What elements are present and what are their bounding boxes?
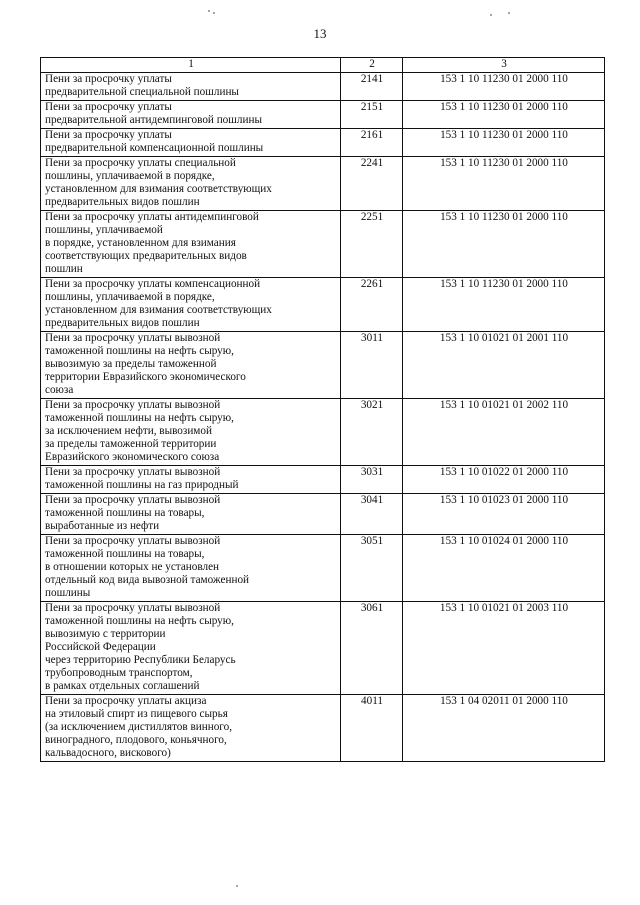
payment-code: 3011 — [341, 332, 403, 399]
budget-classification-code: 153 1 10 01021 01 2002 110 — [403, 399, 605, 466]
payment-code: 2251 — [341, 211, 403, 278]
payment-codes-table — [40, 57, 605, 762]
payment-name: Пени за просрочку уплаты антидемпинговой пошлины, уплачиваемой в порядке, установленном для взимания соответствующих предварительных видов пошлин — [41, 211, 341, 278]
budget-classification-code: 153 1 10 01022 01 2000 110 — [403, 466, 605, 494]
budget-classification-code: 153 1 10 11230 01 2000 110 — [403, 211, 605, 278]
payment-name: Пени за просрочку уплаты вывозной таможенной пошлины на товары, выработанные из нефти — [41, 494, 341, 535]
budget-classification-code: 153 1 10 01021 01 2003 110 — [403, 602, 605, 695]
table-row — [41, 332, 605, 399]
budget-classification-code: 153 1 10 01023 01 2000 110 — [403, 494, 605, 535]
payment-code: 2151 — [341, 101, 403, 129]
payment-code: 3041 — [341, 494, 403, 535]
budget-classification-code: 153 1 10 11230 01 2000 110 — [403, 278, 605, 332]
scan-speck — [490, 14, 492, 16]
payment-name: Пени за просрочку уплаты предварительной компенсационной пошлины — [41, 129, 341, 157]
budget-classification-code: 153 1 10 01021 01 2001 110 — [403, 332, 605, 399]
payment-name: Пени за просрочку уплаты акциза на этиловый спирт из пищевого сырья (за исключением дистиллятов винного, виноградного, плодового, коньячного, кальвадосного, вискового) — [41, 695, 341, 762]
payment-code: 2161 — [341, 129, 403, 157]
table-row — [41, 101, 605, 129]
table-row — [41, 695, 605, 762]
table-row — [41, 494, 605, 535]
budget-classification-code: 153 1 10 11230 01 2000 110 — [403, 129, 605, 157]
payment-name: Пени за просрочку уплаты вывозной таможенной пошлины на газ природный — [41, 466, 341, 494]
table-row — [41, 399, 605, 466]
column-header-3: 3 — [403, 58, 605, 73]
table-row — [41, 278, 605, 332]
budget-classification-code: 153 1 10 01024 01 2000 110 — [403, 535, 605, 602]
table-row — [41, 211, 605, 278]
column-header-1: 1 — [41, 58, 341, 73]
budget-classification-code: 153 1 10 11230 01 2000 110 — [403, 73, 605, 101]
table-row — [41, 129, 605, 157]
scan-speck — [508, 12, 510, 14]
payment-code: 2261 — [341, 278, 403, 332]
payment-code: 4011 — [341, 695, 403, 762]
table-row — [41, 602, 605, 695]
budget-classification-code: 153 1 10 11230 01 2000 110 — [403, 157, 605, 211]
payment-name: Пени за просрочку уплаты предварительной специальной пошлины — [41, 73, 341, 101]
payment-name: Пени за просрочку уплаты специальной пошлины, уплачиваемой в порядке, установленном для взимания соответствующих предварительных видов пошлин — [41, 157, 341, 211]
payment-name: Пени за просрочку уплаты вывозной таможенной пошлины на товары, в отношении которых не установлен отдельный код вида вывозной таможенной пошлины — [41, 535, 341, 602]
payment-name: Пени за просрочку уплаты компенсационной пошлины, уплачиваемой в порядке, установленном для взимания соответствующих предварительных видов пошлин — [41, 278, 341, 332]
page-number: 13 — [313, 26, 327, 41]
payment-code: 2141 — [341, 73, 403, 101]
payment-name: Пени за просрочку уплаты предварительной антидемпинговой пошлины — [41, 101, 341, 129]
budget-classification-code: 153 1 10 11230 01 2000 110 — [403, 101, 605, 129]
table-row — [41, 466, 605, 494]
payment-code: 3051 — [341, 535, 403, 602]
payment-name: Пени за просрочку уплаты вывозной таможенной пошлины на нефть сырую, за исключением нефти, вывозимой за пределы таможенной территории Евразийского экономического союза — [41, 399, 341, 466]
payment-name: Пени за просрочку уплаты вывозной таможенной пошлины на нефть сырую, вывозимую с территории Российской Федерации через территорию Республики Беларусь трубопроводным транспортом, в рамках отдельных соглашений — [41, 602, 341, 695]
scan-speck — [208, 10, 210, 12]
table-row — [41, 73, 605, 101]
payment-code: 3061 — [341, 602, 403, 695]
scan-speck — [213, 12, 215, 14]
payment-code: 3021 — [341, 399, 403, 466]
payment-code: 2241 — [341, 157, 403, 211]
payment-code: 3031 — [341, 466, 403, 494]
budget-classification-code: 153 1 04 02011 01 2000 110 — [403, 695, 605, 762]
payment-name: Пени за просрочку уплаты вывозной таможенной пошлины на нефть сырую, вывозимую за пределы таможенной территории Евразийского экономического союза — [41, 332, 341, 399]
table-row — [41, 535, 605, 602]
table-row — [41, 157, 605, 211]
table-header-row — [41, 58, 605, 73]
column-header-2: 2 — [341, 58, 403, 73]
scan-speck — [236, 885, 238, 887]
